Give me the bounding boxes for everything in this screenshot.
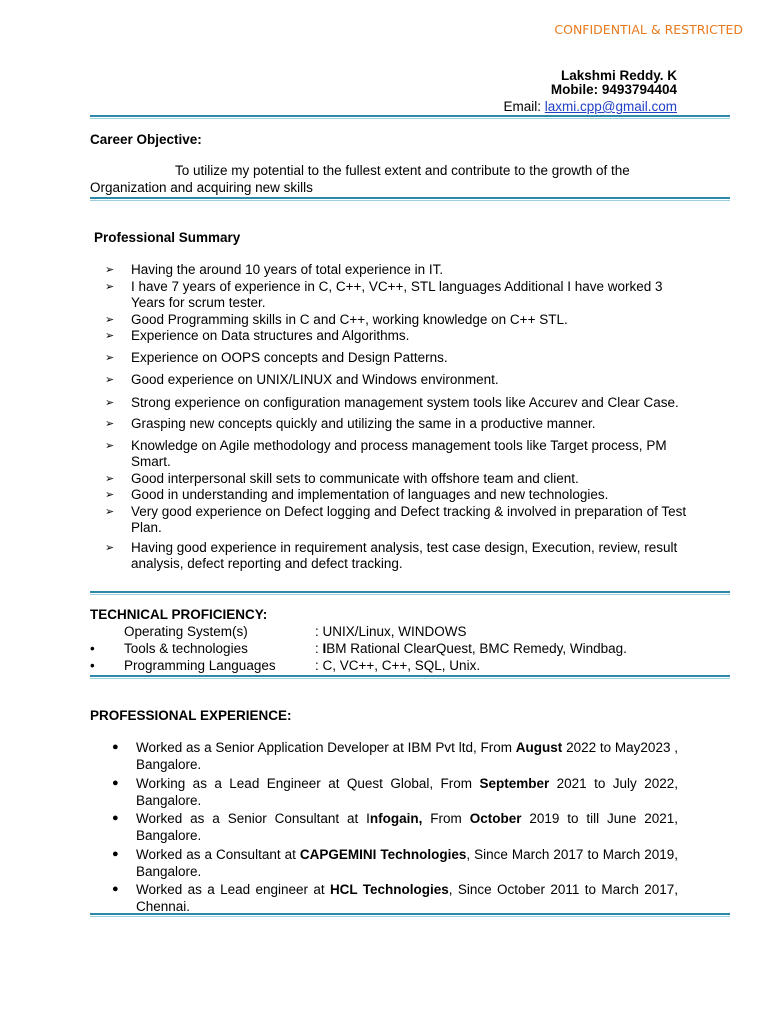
arrow-bullet-icon: ➢ [105, 280, 115, 293]
list-item: ➢ Strong experience on configuration management system tools like Accurev and Clear Case. [105, 394, 679, 410]
technical-heading: TECHNICAL PROFICIENCY: [90, 607, 268, 622]
bullet-icon: ● [112, 883, 119, 895]
list-item: ● Worked as a Consultant at CAPGEMINI Technologies, Since March 2017 to March 2019, Bangalore. [112, 847, 678, 879]
summary-heading: Professional Summary [94, 230, 241, 245]
arrow-bullet-icon: ➢ [105, 489, 115, 501]
list-item: ➢ Knowledge on Agile methodology and process management tools like Target process, PM Smart. [105, 437, 667, 469]
divider [90, 197, 730, 201]
arrow-bullet-icon: ➢ [105, 396, 115, 409]
bullet-icon: ● [112, 741, 119, 753]
bullet-icon: ● [112, 812, 119, 824]
list-item: ➢ Good in understanding and implementation of languages and new technologies. [105, 487, 609, 502]
arrow-bullet-icon: ➢ [105, 541, 115, 554]
list-item: ➢ Good experience on UNIX/LINUX and Windows environment. [105, 372, 499, 387]
list-item: ● Worked as a Lead engineer at HCL Technologies, Since October 2011 to March 2017, Chennai. [112, 882, 678, 914]
experience-list [112, 739, 678, 915]
tech-label: Operating System(s) [124, 624, 248, 639]
list-item: ➢ Having the around 10 years of total experience in IT. [105, 262, 444, 277]
arrow-bullet-icon: ➢ [105, 439, 115, 452]
tech-value: : IBM Rational ClearQuest, BMC Remedy, Windbag. [315, 641, 627, 656]
list-item: ● Worked as a Senior Application Developer at IBM Pvt ltd, From August 2022 to May2023 , Bangalore. [112, 740, 678, 772]
list-item: ➢ Having good experience in requirement analysis, test case design, Execution, review, result analysis, defect reporting and defect tracking. [105, 539, 678, 571]
bullet-icon: ● [112, 848, 119, 860]
summary-list [105, 262, 690, 573]
bullet-icon: • [90, 658, 95, 673]
list-item: ➢ Experience on OOPS concepts and Design Patterns. [105, 349, 448, 365]
tech-label: Programming Languages [124, 658, 276, 673]
header-mobile: Mobile: 9493794404 [550, 82, 677, 97]
arrow-bullet-icon: ➢ [105, 330, 115, 342]
arrow-bullet-icon: ➢ [105, 374, 115, 386]
list-item: ➢ Grasping new concepts quickly and utilizing the same in a productive manner. [105, 416, 596, 431]
list-item: ● Worked as a Senior Consultant at Infogain, From October 2019 to till June 2021, Bangalore. [112, 811, 678, 843]
experience-heading: PROFESSIONAL EXPERIENCE: [90, 708, 292, 723]
list-item: ● Working as a Lead Engineer at Quest Global, From September 2021 to July 2022, Bangalore. [112, 776, 678, 808]
objective-heading: Career Objective: [90, 132, 202, 147]
bullet-icon: • [90, 641, 95, 656]
email-link[interactable]: laxmi.cpp@gmail.com [544, 99, 677, 114]
divider [90, 115, 730, 119]
objective-line1: To utilize my potential to the fullest extent and contribute to the growth of the [175, 163, 630, 178]
bullet-icon: ● [112, 777, 119, 789]
divider [90, 675, 730, 679]
list-item: ➢ Experience on Data structures and Algorithms. [105, 328, 410, 343]
tech-value: : C, VC++, C++, SQL, Unix. [315, 658, 481, 673]
arrow-bullet-icon: ➢ [105, 418, 115, 430]
list-item: ➢ Very good experience on Defect logging and Defect tracking & involved in preparation of Test Plan. [105, 503, 687, 535]
arrow-bullet-icon: ➢ [105, 472, 115, 485]
confidential-label: CONFIDENTIAL & RESTRICTED [554, 22, 743, 37]
arrow-bullet-icon: ➢ [105, 313, 115, 326]
header-name: Lakshmi Reddy. K [560, 68, 677, 83]
objective-line2: Organization and acquiring new skills [90, 180, 313, 195]
arrow-bullet-icon: ➢ [105, 505, 115, 518]
divider [90, 591, 730, 595]
list-item: ➢ Good interpersonal skill sets to communicate with offshore team and client. [105, 470, 579, 486]
tech-label: Tools & technologies [124, 641, 248, 656]
tech-value: : UNIX/Linux, WINDOWS [315, 624, 467, 639]
header-email: Email: laxmi.cpp@gmail.com [503, 99, 677, 114]
divider [90, 913, 730, 917]
list-item: ➢ I have 7 years of experience in C, C++, VC++, STL languages Additional I have worked 3 Years for scrum tester. [105, 278, 663, 310]
list-item: ➢ Good Programming skills in C and C++, working knowledge on C++ STL. [105, 311, 568, 327]
arrow-bullet-icon: ➢ [105, 351, 115, 364]
arrow-bullet-icon: ➢ [105, 264, 115, 276]
